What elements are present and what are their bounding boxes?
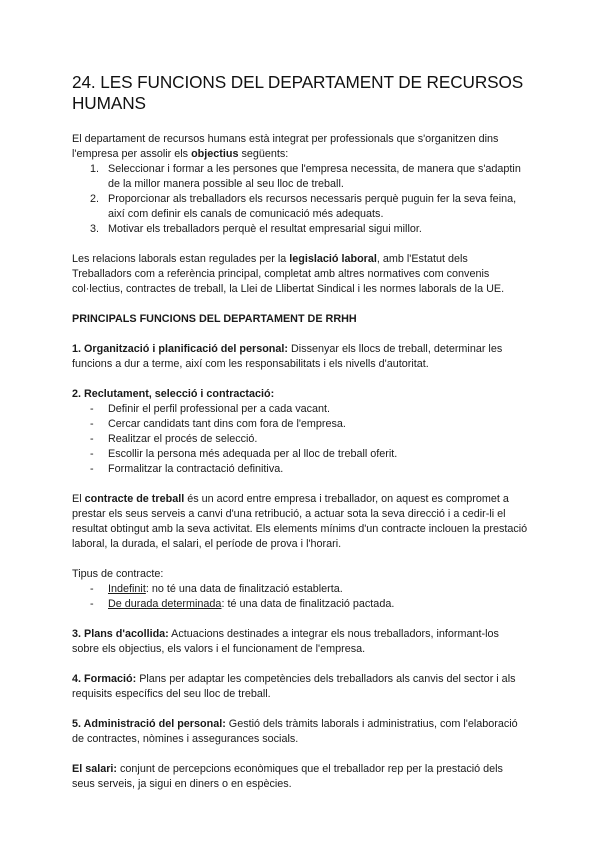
list-item (72, 582, 528, 597)
objective-number: 3. (90, 223, 100, 235)
function-5-title: 5. Administració del personal: (72, 718, 226, 730)
objective-number: 1. (90, 163, 100, 175)
objective-item (72, 222, 528, 237)
objectives-list (72, 162, 528, 237)
function-1-text: Dissenyar els llocs de treball, determinar les funcions a dur a terme, així com les responsabilitats i els nivells d'autoritat. (72, 343, 503, 370)
function-3 (72, 627, 528, 657)
intro-text-before: El departament de recursos humans està integrat per professionals que s'organitzen dins l'empresa per assolir els (72, 133, 499, 160)
relations-bold: legislació laboral (289, 253, 377, 265)
contract-types-list (72, 582, 528, 612)
intro-text-after: següents: (238, 148, 289, 160)
relations-text-after: , amb l'Estatut dels Treballadors com a referència principal, completat amb altres normatives com convenis col·lectius, contractes de treball, la Llei de Llibertat Sindical i les normes laborals de la UE. (72, 253, 505, 295)
intro-paragraph (72, 132, 528, 162)
function-2 (72, 387, 528, 477)
contract-type-desc: : no té una data de finalització establerta. (145, 583, 343, 595)
dash-bullet: - (90, 583, 94, 595)
contract-text-after: és un acord entre empresa i treballador, on aquest es compromet a prestar els seus serveis a canvi d'una retribució, a actuar sota la seva direcció i a cedir-li el resultat obtingut amb la seva activitat. Els elements mínims d'un contracte inclouen la prestació laboral, la durada, el salari, el període de prova i l'horari. (72, 493, 528, 550)
list-item (72, 462, 528, 477)
contract-paragraph (72, 492, 528, 552)
list-item-text: Formalitzar la contractació definitiva. (108, 463, 284, 475)
salary-text: conjunt de percepcions econòmiques que el treballador rep per la prestació dels seus serveis, ja sigui en diners o en espècies. (72, 763, 503, 790)
contract-type-desc: : té una data de finalització pactada. (221, 598, 395, 610)
contract-type-name: De durada determinada (108, 598, 222, 610)
contract-types (72, 567, 528, 612)
objective-item (72, 192, 528, 222)
dash-bullet: - (90, 418, 94, 430)
function-2-title-line (72, 387, 528, 402)
contract-type-name: Indefinit (108, 583, 146, 595)
section-heading: PRINCIPALS FUNCIONS DEL DEPARTAMENT DE RRHH (72, 313, 357, 325)
function-3-title: 3. Plans d'acollida: (72, 628, 169, 640)
objective-text: Proporcionar als treballadors els recursos necessaris perquè puguin fer la seva feina, així com definir els canals de comunicació més adequats. (108, 193, 517, 220)
function-1 (72, 342, 528, 372)
relations-text-before: Les relacions laborals estan regulades per la (72, 253, 290, 265)
intro-section (72, 132, 528, 237)
objective-item (72, 162, 528, 192)
function-4 (72, 672, 528, 702)
list-item-text: Cercar candidats tant dins com fora de l'empresa. (108, 418, 346, 430)
function-3-text: Actuacions destinades a integrar els nous treballadors, informant-los sobre els objectius, els valors i el funcionament de l'empresa. (72, 628, 499, 655)
function-2-title: 2. Reclutament, selecció i contractació: (72, 388, 275, 400)
objective-text: Seleccionar i formar a les persones que l'empresa necessita, de manera que s'adaptin de la millor manera possible al seu lloc de treball. (108, 163, 521, 190)
function-5-text: Gestió dels tràmits laborals i administratius, com l'elaboració de contractes, nòmines i assegurances socials. (72, 718, 518, 745)
page-title: 24. LES FUNCIONS DEL DEPARTAMENT DE RECURSOS HUMANS (72, 72, 524, 113)
list-item-text: Realitzar el procés de selecció. (108, 433, 258, 445)
dash-bullet: - (90, 448, 94, 460)
dash-bullet: - (90, 403, 94, 415)
function-5 (72, 717, 528, 747)
list-item-text: Escollir la persona més adequada per al lloc de treball oferit. (108, 448, 398, 460)
list-item (72, 402, 528, 417)
function-4-text: Plans per adaptar les competències dels treballadors als canvis del sector i als requisits específics del seu lloc de treball. (72, 673, 516, 700)
salary-paragraph (72, 762, 528, 792)
intro-bold-objectius: objectius (191, 148, 239, 160)
list-item (72, 432, 528, 447)
contract-types-label: Tipus de contracte: (72, 568, 164, 580)
contract-bold: contracte de treball (84, 493, 185, 505)
objective-number: 2. (90, 193, 100, 205)
list-item (72, 597, 528, 612)
relations-paragraph (72, 252, 528, 297)
list-item-text: Definir el perfil professional per a cada vacant. (108, 403, 331, 415)
function-4-title: 4. Formació: (72, 673, 137, 685)
list-item (72, 417, 528, 432)
dash-bullet: - (90, 433, 94, 445)
objective-text: Motivar els treballadors perquè el resultat empresarial sigui millor. (108, 223, 422, 235)
dash-bullet: - (90, 598, 94, 610)
salary-title: El salari: (72, 763, 118, 775)
dash-bullet: - (90, 463, 94, 475)
contract-text-before: El (72, 493, 85, 505)
function-1-title: 1. Organització i planificació del personal: (72, 343, 288, 355)
recruitment-steps-list (72, 402, 528, 477)
list-item (72, 447, 528, 462)
